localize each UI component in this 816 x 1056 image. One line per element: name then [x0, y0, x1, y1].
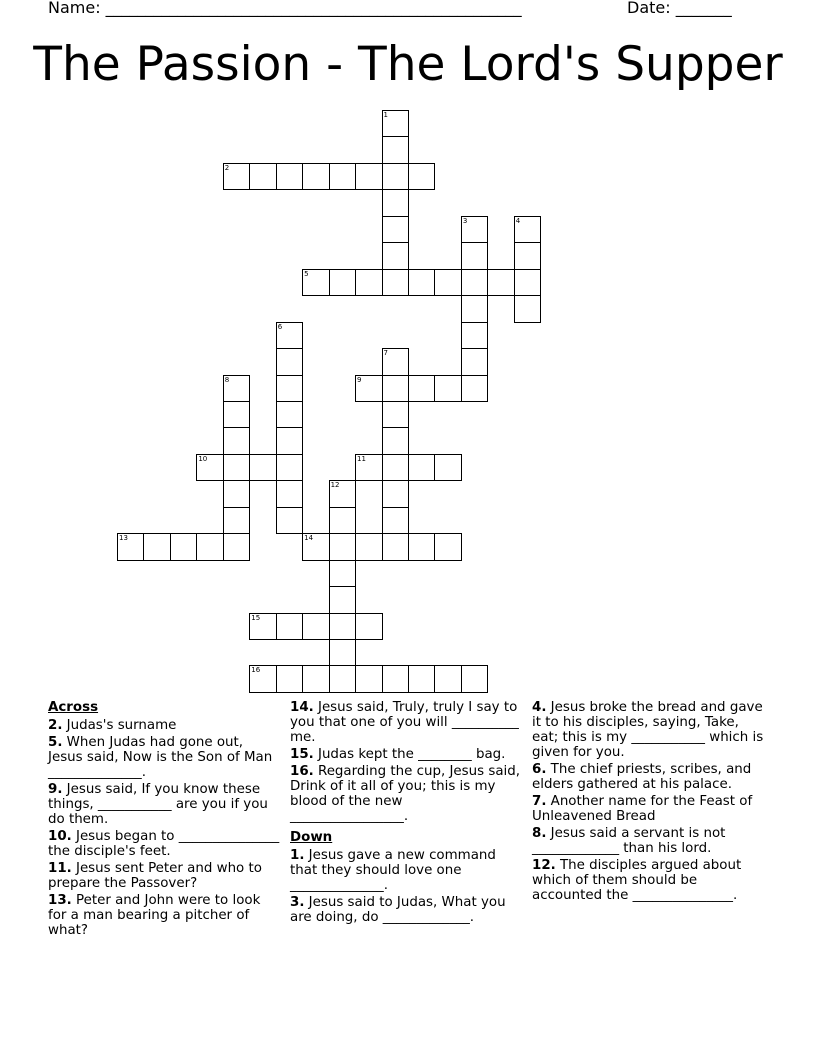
- clue-item: [290, 764, 522, 824]
- grid-cell[interactable]: [382, 427, 410, 455]
- clue-item: [48, 829, 280, 859]
- grid-cell[interactable]: [382, 375, 410, 403]
- grid-cell[interactable]: [276, 375, 304, 403]
- grid-cell[interactable]: [382, 533, 410, 561]
- grid-cell[interactable]: [249, 613, 277, 641]
- grid-cell[interactable]: [170, 533, 198, 561]
- clue-text: The chief priests, scribes, and elders gathered at his palace.: [532, 762, 752, 792]
- grid-cell[interactable]: [276, 348, 304, 376]
- grid-cell[interactable]: [461, 665, 489, 693]
- clues-column-1: [48, 700, 280, 940]
- header-row: [48, 0, 748, 18]
- grid-cell[interactable]: [355, 163, 383, 191]
- grid-cell[interactable]: [355, 665, 383, 693]
- grid-cell[interactable]: [408, 269, 436, 297]
- down-heading: Down: [290, 830, 333, 845]
- grid-cell[interactable]: [355, 269, 383, 297]
- grid-cell[interactable]: [461, 322, 489, 350]
- grid-cell[interactable]: [329, 639, 357, 667]
- grid-cell[interactable]: [276, 454, 304, 482]
- clue-item: [532, 762, 764, 792]
- grid-cell[interactable]: [223, 375, 251, 403]
- clue-number: 15: [251, 613, 261, 622]
- grid-cell[interactable]: [276, 322, 304, 350]
- clue-item: [532, 700, 764, 760]
- grid-cell[interactable]: [276, 401, 304, 429]
- clue-label: 13.: [48, 893, 72, 908]
- clue-text: When Judas had gone out, Jesus said, Now is the Son of Man ______________.: [48, 735, 273, 780]
- grid-cell[interactable]: [434, 375, 462, 403]
- clue-number: 11: [357, 454, 366, 463]
- grid-cell[interactable]: [302, 269, 330, 297]
- grid-cell[interactable]: [382, 216, 410, 244]
- clue-label: 16.: [290, 764, 314, 779]
- clue-number: 10: [198, 454, 208, 463]
- grid-cell[interactable]: [382, 480, 410, 508]
- clue-item: [532, 794, 764, 824]
- clue-text: Jesus said, Truly, truly I say to you that one of you will __________ me.: [290, 700, 519, 745]
- grid-cell[interactable]: [382, 269, 410, 297]
- clue-number: 6: [277, 322, 283, 331]
- clue-label: 5.: [48, 735, 63, 750]
- grid-cell[interactable]: [223, 507, 251, 535]
- grid-cell[interactable]: [117, 533, 145, 561]
- grid-cell[interactable]: [223, 401, 251, 429]
- clue-text: Jesus gave a new command that they should love one ______________.: [290, 848, 496, 893]
- clue-item: [290, 895, 522, 925]
- clue-item: [48, 782, 280, 827]
- grid-cell[interactable]: [514, 295, 542, 323]
- grid-cell[interactable]: [276, 427, 304, 455]
- clue-item: [532, 858, 764, 903]
- grid-cell[interactable]: [434, 454, 462, 482]
- clue-label: 7.: [532, 794, 547, 809]
- clue-text: The disciples argued about which of them should be accounted the _______________.: [532, 858, 742, 903]
- clue-number: 4: [515, 216, 521, 225]
- clues-column-3: [532, 700, 764, 905]
- grid-cell[interactable]: [487, 269, 515, 297]
- clue-item: [290, 747, 522, 762]
- grid-cell[interactable]: [329, 586, 357, 614]
- clue-text: Peter and John were to look for a man bearing a pitcher of what?: [48, 893, 261, 938]
- clue-text: Jesus broke the bread and gave it to his disciples, saying, Take, eat; this is my ___________ which is given for you.: [532, 700, 764, 760]
- grid-cell[interactable]: [355, 613, 383, 641]
- date-field[interactable]: Date: _______: [627, 0, 732, 17]
- clue-number: 8: [224, 375, 230, 384]
- clue-label: 6.: [532, 762, 547, 777]
- clue-text: Another name for the Feast of Unleavened Bread: [532, 794, 753, 824]
- grid-cell[interactable]: [408, 533, 436, 561]
- clue-item: [48, 718, 280, 733]
- clue-text: Jesus began to _______________ the disciple's feet.: [48, 829, 280, 859]
- grid-cell[interactable]: [223, 480, 251, 508]
- grid-cell[interactable]: [329, 560, 357, 588]
- name-field[interactable]: Name: ____________________________________________________: [48, 0, 522, 17]
- clue-number: 2: [224, 163, 230, 172]
- clue-text: Regarding the cup, Jesus said, Drink of it all of you; this is my blood of the new _________________.: [290, 764, 521, 824]
- grid-cell[interactable]: [276, 163, 304, 191]
- grid-cell[interactable]: [196, 533, 224, 561]
- grid-cell[interactable]: [355, 454, 383, 482]
- clue-number: 13: [119, 534, 128, 543]
- clue-label: 1.: [290, 848, 305, 863]
- grid-cell[interactable]: [302, 665, 330, 693]
- clue-label: 4.: [532, 700, 547, 715]
- clue-item: [290, 700, 522, 745]
- grid-cell[interactable]: [382, 110, 410, 138]
- grid-cell[interactable]: [302, 533, 330, 561]
- grid-cell[interactable]: [143, 533, 171, 561]
- grid-cell[interactable]: [329, 613, 357, 641]
- clue-label: 9.: [48, 782, 63, 797]
- grid-cell[interactable]: [223, 454, 251, 482]
- clue-number: 12: [330, 481, 340, 490]
- grid-cell[interactable]: [382, 507, 410, 535]
- grid-cell[interactable]: [196, 454, 224, 482]
- clue-item: [48, 861, 280, 891]
- grid-cell[interactable]: [461, 216, 489, 244]
- grid-cell[interactable]: [514, 242, 542, 270]
- grid-cell[interactable]: [382, 665, 410, 693]
- grid-cell[interactable]: [276, 665, 304, 693]
- grid-cell[interactable]: [408, 454, 436, 482]
- clue-number: 5: [304, 269, 309, 278]
- clue-text: Jesus said, If you know these things, ___________ are you if you do them.: [48, 782, 268, 827]
- clue-item: [48, 893, 280, 938]
- grid-cell[interactable]: [434, 269, 462, 297]
- clue-text: Judas kept the ________ bag.: [313, 747, 506, 762]
- clue-label: 8.: [532, 826, 547, 841]
- clue-number: 16: [251, 666, 261, 675]
- clue-label: 11.: [48, 861, 72, 876]
- grid-cell[interactable]: [461, 242, 489, 270]
- grid-cell[interactable]: [276, 480, 304, 508]
- grid-cell[interactable]: [249, 665, 277, 693]
- grid-cell[interactable]: [355, 533, 383, 561]
- grid-cell[interactable]: [249, 163, 277, 191]
- grid-cell[interactable]: [329, 480, 357, 508]
- clue-label: 3.: [290, 895, 305, 910]
- grid-cell[interactable]: [223, 163, 251, 191]
- grid-cell[interactable]: [461, 375, 489, 403]
- grid-cell[interactable]: [408, 665, 436, 693]
- grid-cell[interactable]: [434, 665, 462, 693]
- grid-cell[interactable]: [408, 375, 436, 403]
- grid-cell[interactable]: [461, 269, 489, 297]
- clue-item: [290, 848, 522, 893]
- grid-cell[interactable]: [329, 269, 357, 297]
- grid-cell[interactable]: [461, 348, 489, 376]
- grid-cell[interactable]: [355, 375, 383, 403]
- clue-text: Jesus said to Judas, What you are doing, do _____________.: [290, 895, 506, 925]
- grid-cell[interactable]: [302, 163, 330, 191]
- grid-cell[interactable]: [514, 269, 542, 297]
- grid-cell[interactable]: [514, 216, 542, 244]
- grid-cell[interactable]: [382, 242, 410, 270]
- grid-cell[interactable]: [329, 507, 357, 535]
- clue-text: Jesus sent Peter and who to prepare the Passover?: [48, 861, 262, 891]
- grid-cell[interactable]: [408, 163, 436, 191]
- grid-cell[interactable]: [382, 454, 410, 482]
- clue-label: 14.: [290, 700, 314, 715]
- clue-text: Judas's surname: [62, 718, 177, 733]
- grid-cell[interactable]: [302, 613, 330, 641]
- clue-label: 2.: [48, 718, 63, 733]
- clue-text: Jesus said a servant is not _____________ than his lord.: [532, 826, 726, 856]
- grid-cell[interactable]: [276, 613, 304, 641]
- puzzle-title: The Passion - The Lord's Supper: [33, 37, 783, 92]
- clues-column-2: [290, 700, 522, 927]
- clue-item: [532, 826, 764, 856]
- clue-number: 3: [462, 216, 468, 225]
- grid-cell[interactable]: [223, 533, 251, 561]
- grid-cell[interactable]: [382, 401, 410, 429]
- clue-number: 7: [383, 349, 388, 358]
- grid-cell[interactable]: [223, 427, 251, 455]
- grid-cell[interactable]: [276, 507, 304, 535]
- clue-label: 12.: [532, 858, 556, 873]
- clue-number: 9: [357, 375, 362, 384]
- clue-number: 1: [383, 111, 388, 119]
- grid-cell[interactable]: [329, 533, 357, 561]
- grid-cell[interactable]: [329, 665, 357, 693]
- clue-label: 10.: [48, 829, 72, 844]
- grid-cell[interactable]: [249, 454, 277, 482]
- grid-cell[interactable]: [382, 189, 410, 217]
- clue-number: 14: [304, 534, 314, 543]
- grid-cell[interactable]: [382, 348, 410, 376]
- across-heading: Across: [48, 700, 99, 715]
- grid-cell[interactable]: [329, 163, 357, 191]
- grid-cell[interactable]: [382, 136, 410, 164]
- clue-item: [48, 735, 280, 780]
- grid-cell[interactable]: [461, 295, 489, 323]
- grid-cell[interactable]: [434, 533, 462, 561]
- grid-cell[interactable]: [382, 163, 410, 191]
- clue-label: 15.: [290, 747, 314, 762]
